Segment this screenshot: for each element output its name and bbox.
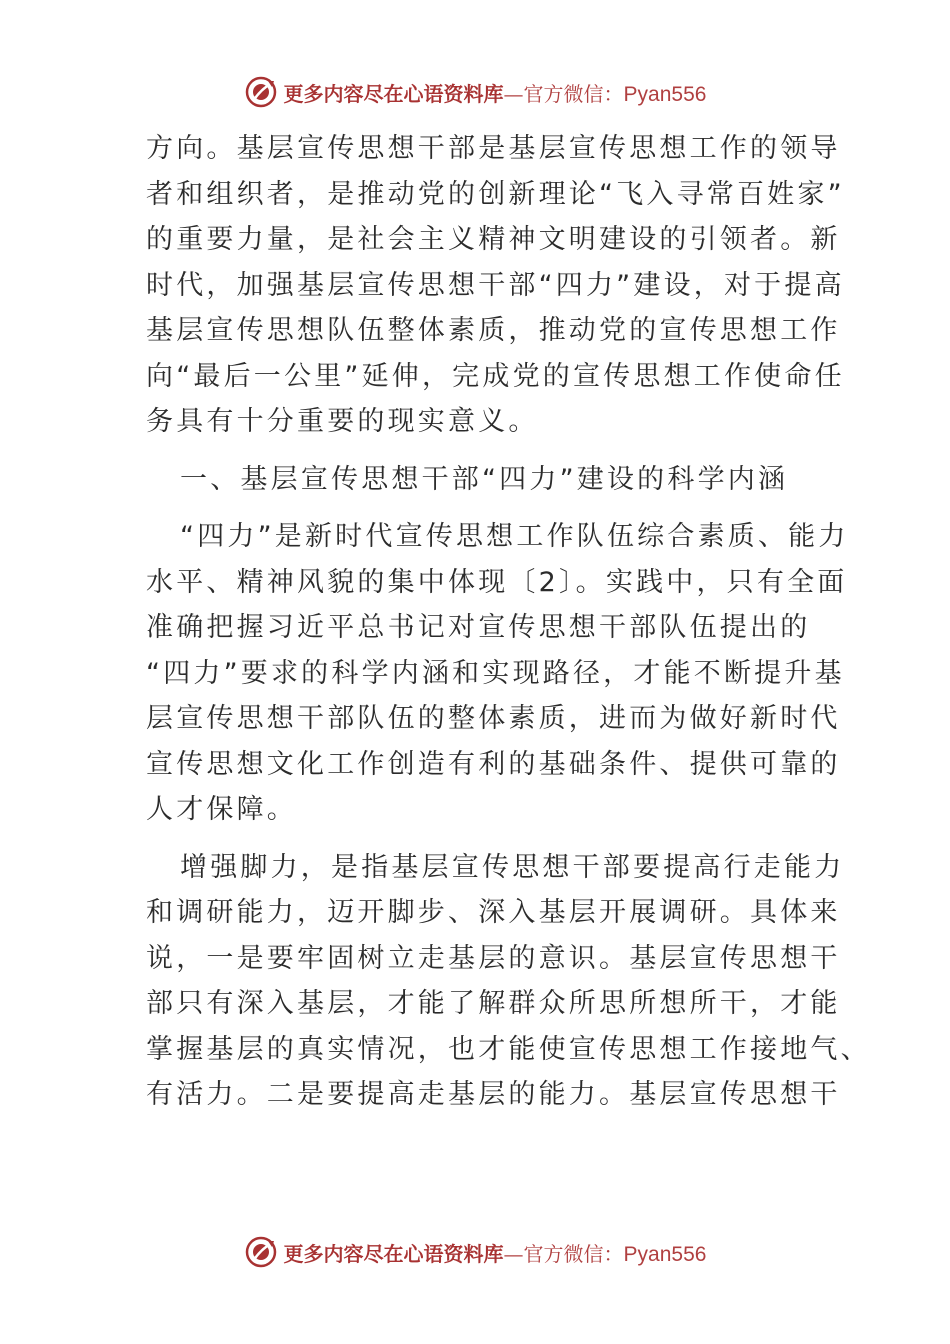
watermark-dash: — <box>503 81 524 106</box>
watermark-sub: 官方微信： <box>523 1241 624 1266</box>
text-line: 者和组织者，是推动党的创新理论“飞入寻常百姓家” <box>146 178 845 210</box>
logo-icon <box>244 75 278 109</box>
text-line: 务具有十分重要的现实意义。 <box>146 406 539 437</box>
watermark-main: 更多内容尽在心语资料库 <box>283 1241 504 1266</box>
watermark-text <box>284 78 707 107</box>
text-line: “四力”是新时代宣传思想工作队伍综合素质、能力 <box>180 521 849 552</box>
text-line: 人才保障。 <box>146 794 297 825</box>
text-line: 向“最后一公里”延伸，完成党的宣传思想工作使命任 <box>146 360 845 392</box>
document-body <box>146 126 871 1118</box>
watermark-id: Pyan556 <box>623 82 707 106</box>
heading-text: 一、基层宣传思想干部“四力”建设的科学内涵 <box>180 463 789 495</box>
paragraph <box>146 514 849 833</box>
paragraph <box>146 126 845 445</box>
text-line: 和调研能力，迈开脚步、深入基层开展调研。具体来 <box>146 897 841 928</box>
paragraph <box>146 845 871 1118</box>
footer-watermark <box>0 1232 950 1272</box>
watermark-id: Pyan556 <box>623 1242 707 1266</box>
text-line: 水平、精神风貌的集中体现〔2〕。实践中，只有全面 <box>146 566 848 598</box>
watermark-sub: 官方微信： <box>523 81 624 106</box>
watermark-dash: — <box>503 1241 524 1266</box>
watermark-main: 更多内容尽在心语资料库 <box>283 81 504 106</box>
watermark-text <box>284 1238 707 1267</box>
header-watermark <box>0 72 950 112</box>
text-line: 有活力。二是要提高走基层的能力。基层宣传思想干 <box>146 1079 841 1110</box>
text-line: 增强脚力，是指基层宣传思想干部要提高行走能力 <box>180 851 845 883</box>
text-line: 层宣传思想干部队伍的整体素质，进而为做好新时代 <box>146 703 841 734</box>
text-line: 基层宣传思想队伍整体素质，推动党的宣传思想工作 <box>146 315 841 346</box>
text-line: “四力”要求的科学内涵和实现路径，才能不断提升基 <box>146 657 845 689</box>
section-heading <box>146 457 806 503</box>
text-line: 宣传思想文化工作创造有利的基础条件、提供可靠的 <box>146 748 841 780</box>
text-line: 说，一是要牢固树立走基层的意识。基层宣传思想干 <box>146 942 841 974</box>
text-line: 部只有深入基层，才能了解群众所思所想所干，才能 <box>146 988 841 1019</box>
text-line: 方向。基层宣传思想干部是基层宣传思想工作的领导 <box>146 133 841 164</box>
text-line: 准确把握习近平总书记对宣传思想干部队伍提出的 <box>146 612 811 643</box>
text-line: 掌握基层的真实情况，也才能使宣传思想工作接地气、 <box>146 1033 871 1065</box>
logo-icon <box>244 1235 278 1269</box>
text-line: 的重要力量，是社会主义精神文明建设的引领者。新 <box>146 224 841 255</box>
text-line: 时代，加强基层宣传思想干部“四力”建设，对于提高 <box>146 269 845 301</box>
